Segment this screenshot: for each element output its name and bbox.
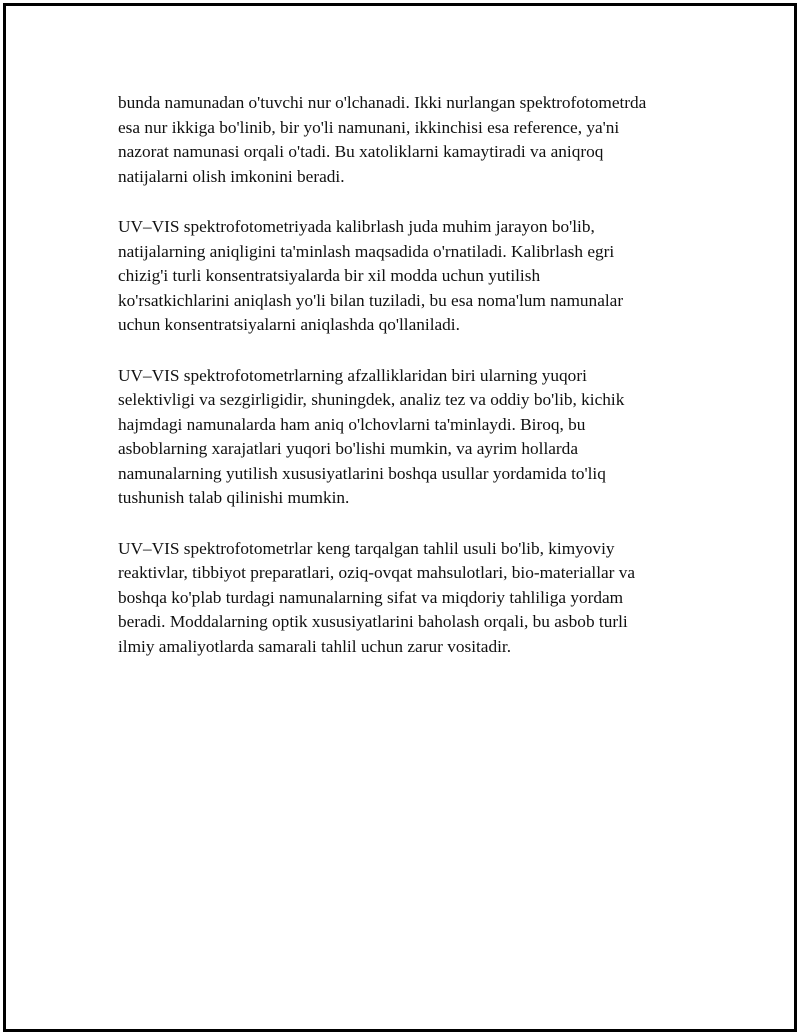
paragraph-4 xyxy=(118,537,698,660)
text-line: chizig'i turli konsentratsiyalarda bir xil modda uchun yutilish xyxy=(118,266,541,285)
text-line: UV–VIS spektrofotometriyada kalibrlash juda muhim jarayon bo'lib, xyxy=(118,217,595,236)
text-line: natijalarning aniqligini ta'minlash maqsadida o'rnatiladi. Kalibrlash egri xyxy=(118,241,615,261)
text-line: UV–VIS spektrofotometrlarning afzalliklaridan biri ularning yuqori xyxy=(118,365,587,385)
text-line: uchun konsentratsiyalarni aniqlashda qo'llaniladi. xyxy=(118,315,460,334)
text-line: nazorat namunasi orqali o'tadi. Bu xatoliklarni kamaytiradi va aniqroq xyxy=(118,142,604,161)
text-line: bunda namunadan o'tuvchi nur o'lchanadi. Ikki nurlangan spektrofotometrda xyxy=(118,93,647,112)
text-line: beradi. Moddalarning optik xususiyatlarini baholash orqali, bu asbob turli xyxy=(118,612,628,631)
text-line: UV–VIS spektrofotometrlar keng tarqalgan tahlil usuli bo'lib, kimyoviy xyxy=(118,538,615,558)
text-line: ilmiy amaliyotlarda samarali tahlil uchun zarur vositadir. xyxy=(118,636,512,656)
text-line: hajmdagi namunalarda ham aniq o'lchovlarni ta'minlaydi. Biroq, bu xyxy=(118,414,586,434)
text-line: namunalarning yutilish xususiyatlarini boshqa usullar yordamida to'liq xyxy=(118,463,606,483)
text-line: reaktivlar, tibbiyot preparatlari, oziq-ovqat mahsulotlari, bio-materiallar va xyxy=(118,563,636,582)
text-line: selektivligi va sezgirligidir, shuningdek, analiz tez va oddiy bo'lib, kichik xyxy=(118,390,625,409)
text-line: tushunish talab qilinishi mumkin. xyxy=(118,488,350,507)
document-body xyxy=(118,91,698,685)
paragraph-1 xyxy=(118,91,698,189)
text-line: esa nur ikkiga bo'linib, bir yo'li namunani, ikkinchisi esa reference, ya'ni xyxy=(118,117,620,137)
paragraph-3 xyxy=(118,364,698,511)
text-line: natijalarni olish imkonini beradi. xyxy=(118,166,345,186)
text-line: asboblarning xarajatlari yuqori bo'lishi mumkin, va ayrim hollarda xyxy=(118,439,578,458)
paragraph-2 xyxy=(118,215,698,338)
text-line: boshqa ko'plab turdagi namunalarning sifat va miqdoriy tahliliga yordam xyxy=(118,587,624,607)
text-line: ko'rsatkichlarini aniqlash yo'li bilan tuziladi, bu esa noma'lum namunalar xyxy=(118,290,624,310)
